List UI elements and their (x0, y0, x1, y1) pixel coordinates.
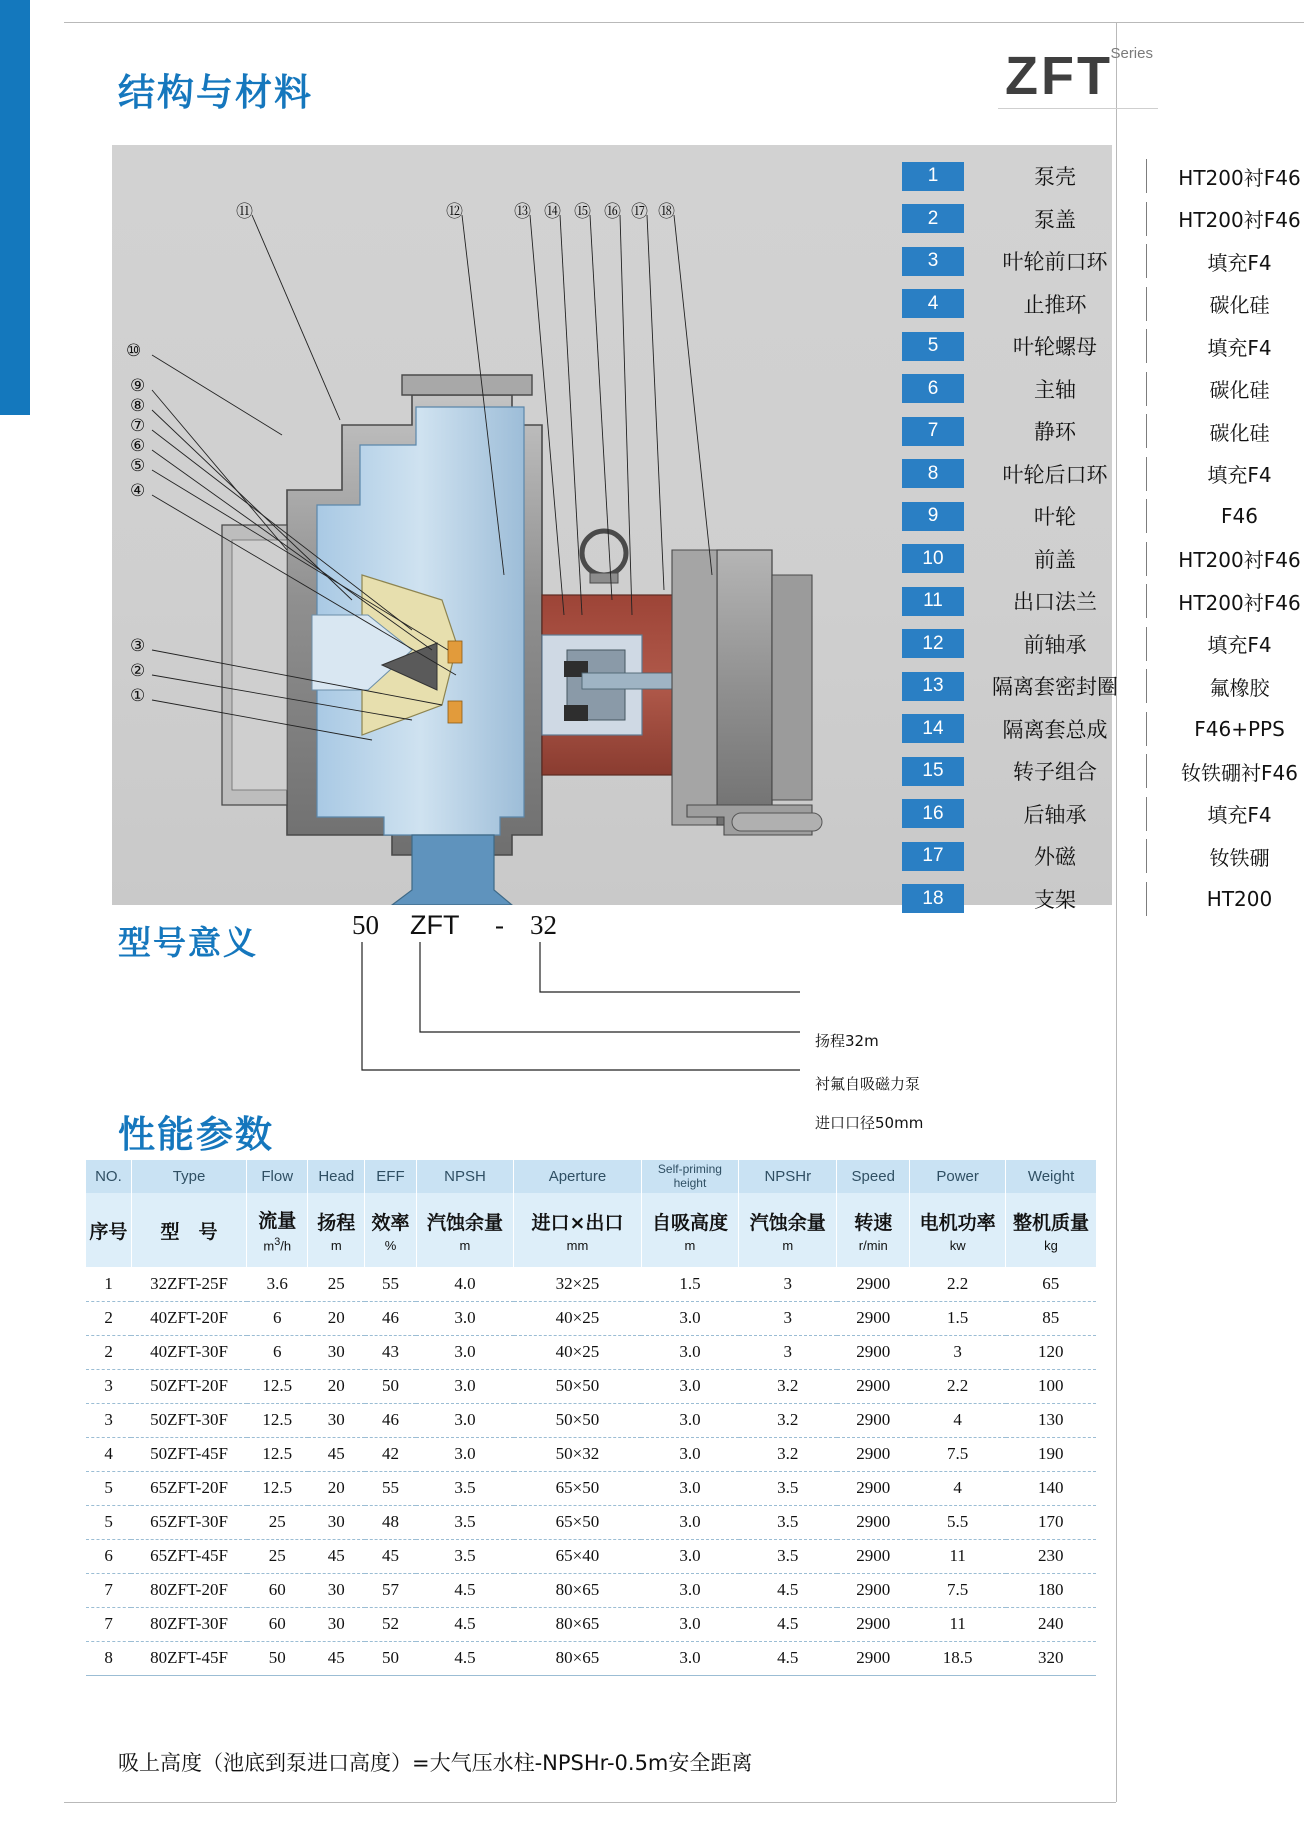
table-footnote: 吸上高度（池底到泵进口高度）=大气压水柱-NPSHr-0.5m安全距离 (118, 1751, 753, 1775)
cell-speed: 2900 (837, 1301, 910, 1335)
cell-npsh: 4.5 (416, 1641, 514, 1675)
cell-npshr: 3.2 (739, 1437, 837, 1471)
cell-weight: 170 (1006, 1505, 1096, 1539)
part-material: 填充F4 (1207, 335, 1272, 360)
table-row (86, 1539, 1096, 1573)
col-selfpriming-en: Self-priming height (641, 1160, 739, 1193)
part-number: 17 (902, 842, 964, 871)
part-name: 止推环 (1023, 292, 1087, 317)
cell-flow: 50 (247, 1641, 308, 1675)
part-row (902, 155, 1308, 198)
cell-type: 40ZFT-30F (131, 1335, 246, 1369)
cell-flow: 12.5 (247, 1403, 308, 1437)
cell-npshr: 3.5 (739, 1471, 837, 1505)
table-row (86, 1607, 1096, 1641)
cell-flow: 25 (247, 1539, 308, 1573)
cell-power: 7.5 (910, 1573, 1006, 1607)
cell-no: 3 (86, 1369, 131, 1403)
part-material: HT200衬F46 (1178, 590, 1301, 615)
col-weight-cn: 整机质量 kg (1006, 1193, 1096, 1267)
cell-eff: 42 (365, 1437, 416, 1471)
cell-head: 45 (308, 1641, 365, 1675)
cell-power: 5.5 (910, 1505, 1006, 1539)
col-aperture-cn: 进口×出口 mm (514, 1193, 641, 1267)
callout-6: ⑥ (130, 436, 146, 455)
cell-weight: 130 (1006, 1403, 1096, 1437)
left-accent-bar (0, 0, 30, 415)
logo-underline (998, 108, 1158, 109)
col-npshr-en: NPSHr (739, 1160, 837, 1193)
part-material: 碳化硅 (1209, 378, 1270, 403)
cell-selfpriming: 3.0 (641, 1505, 739, 1539)
cell-flow: 25 (247, 1505, 308, 1539)
model-note-head: 扬程32m (815, 1032, 879, 1050)
part-row (902, 495, 1308, 538)
cell-npshr: 4.5 (739, 1641, 837, 1675)
cell-no: 6 (86, 1539, 131, 1573)
part-name: 叶轮前口环 (1002, 250, 1108, 275)
col-power-en: Power (910, 1160, 1006, 1193)
part-number: 5 (902, 332, 964, 361)
model-leader-lines (330, 940, 1090, 1120)
cell-selfpriming: 3.0 (641, 1471, 739, 1505)
cell-speed: 2900 (837, 1267, 910, 1301)
callout-4: ④ (130, 481, 146, 500)
part-number: 14 (902, 714, 964, 743)
part-material: 碳化硅 (1209, 293, 1270, 318)
page-title-structure: 结构与材料 (118, 71, 313, 114)
model-note-size: 进口口径50mm (815, 1114, 924, 1132)
cell-weight: 240 (1006, 1607, 1096, 1641)
part-material: HT200衬F46 (1178, 165, 1301, 190)
col-head-cn: 扬程 m (308, 1193, 365, 1267)
cell-npshr: 3.5 (739, 1539, 837, 1573)
part-name: 叶轮后口环 (1002, 462, 1108, 487)
cell-npsh: 3.0 (416, 1301, 514, 1335)
cell-aperture: 32×25 (514, 1267, 641, 1301)
brand-series-label: Series (1110, 45, 1153, 62)
cell-speed: 2900 (837, 1539, 910, 1573)
cell-aperture: 80×65 (514, 1641, 641, 1675)
callout-7: ⑦ (130, 416, 146, 435)
part-number: 7 (902, 417, 964, 446)
part-name: 主轴 (1034, 377, 1076, 402)
part-number: 13 (902, 672, 964, 701)
cell-npsh: 4.5 (416, 1573, 514, 1607)
cell-aperture: 40×25 (514, 1335, 641, 1369)
table-row (86, 1267, 1096, 1301)
cell-no: 7 (86, 1573, 131, 1607)
cell-npshr: 4.5 (739, 1573, 837, 1607)
part-row (902, 453, 1308, 496)
part-row (902, 793, 1308, 836)
cell-power: 2.2 (910, 1369, 1006, 1403)
cell-power: 1.5 (910, 1301, 1006, 1335)
cell-speed: 2900 (837, 1335, 910, 1369)
part-number: 1 (902, 162, 964, 191)
part-row (902, 410, 1308, 453)
model-code-series: ZFT (410, 910, 460, 940)
part-row (902, 623, 1308, 666)
cell-selfpriming: 3.0 (641, 1369, 739, 1403)
cell-type: 50ZFT-45F (131, 1437, 246, 1471)
part-material: HT200 (1206, 886, 1273, 911)
part-row (902, 835, 1308, 878)
callout-14: ⑭ (544, 202, 561, 221)
part-row (902, 750, 1308, 793)
part-material: HT200衬F46 (1178, 208, 1301, 233)
col-speed-cn: 转速 r/min (837, 1193, 910, 1267)
part-number: 12 (902, 629, 964, 658)
cell-npshr: 3 (739, 1335, 837, 1369)
cell-npshr: 3.5 (739, 1505, 837, 1539)
part-name: 泵盖 (1034, 207, 1076, 232)
cell-type: 80ZFT-20F (131, 1573, 246, 1607)
col-aperture-en: Aperture (514, 1160, 641, 1193)
table-row (86, 1573, 1096, 1607)
cell-aperture: 65×50 (514, 1505, 641, 1539)
cell-no: 5 (86, 1505, 131, 1539)
table-row (86, 1301, 1096, 1335)
table-row (86, 1437, 1096, 1471)
cell-selfpriming: 3.0 (641, 1301, 739, 1335)
cell-type: 65ZFT-20F (131, 1471, 246, 1505)
cell-npsh: 3.5 (416, 1539, 514, 1573)
table-row (86, 1641, 1096, 1675)
cell-head: 20 (308, 1369, 365, 1403)
pump-cutaway-drawing (112, 145, 902, 905)
part-material: F46+PPS (1194, 716, 1285, 741)
cell-npsh: 3.0 (416, 1335, 514, 1369)
part-material: 填充F4 (1207, 803, 1272, 828)
page-title-performance: 性能参数 (118, 1113, 274, 1156)
cell-type: 65ZFT-30F (131, 1505, 246, 1539)
cell-type: 50ZFT-20F (131, 1369, 246, 1403)
frame-bottom (64, 1802, 1116, 1803)
cell-type: 80ZFT-30F (131, 1607, 246, 1641)
cell-aperture: 50×50 (514, 1403, 641, 1437)
cell-selfpriming: 3.0 (641, 1607, 739, 1641)
cell-no: 7 (86, 1607, 131, 1641)
part-number: 9 (902, 502, 964, 531)
cell-head: 30 (308, 1335, 365, 1369)
callout-10: ⑩ (126, 341, 142, 360)
cell-speed: 2900 (837, 1641, 910, 1675)
callout-18: ⑱ (658, 202, 675, 221)
part-material: 填充F4 (1207, 633, 1272, 658)
cell-flow: 12.5 (247, 1471, 308, 1505)
callout-13: ⑬ (514, 202, 531, 221)
model-code-size: 50 (352, 910, 379, 940)
cell-power: 4 (910, 1471, 1006, 1505)
performance-table (86, 1160, 1096, 1676)
parts-legend (902, 155, 1308, 920)
callout-8: ⑧ (130, 396, 146, 415)
cell-weight: 85 (1006, 1301, 1096, 1335)
cell-speed: 2900 (837, 1437, 910, 1471)
cell-eff: 46 (365, 1403, 416, 1437)
cell-head: 30 (308, 1403, 365, 1437)
page-title-model: 型号意义 (118, 923, 258, 962)
col-speed-en: Speed (837, 1160, 910, 1193)
cell-npshr: 3 (739, 1301, 837, 1335)
table-row (86, 1471, 1096, 1505)
table-row (86, 1505, 1096, 1539)
callout-15: ⑮ (574, 202, 591, 221)
part-number: 11 (902, 587, 964, 616)
part-row (902, 538, 1308, 581)
cell-npsh: 4.0 (416, 1267, 514, 1301)
cell-head: 45 (308, 1437, 365, 1471)
cell-npsh: 3.0 (416, 1369, 514, 1403)
model-code-dash: - (495, 910, 504, 940)
part-name: 叶轮 (1034, 505, 1076, 530)
col-selfpriming-cn: 自吸高度 m (641, 1193, 739, 1267)
part-name: 隔离套总成 (1002, 717, 1108, 742)
cell-aperture: 50×32 (514, 1437, 641, 1471)
cell-type: 50ZFT-30F (131, 1403, 246, 1437)
col-no-en: NO. (86, 1160, 131, 1193)
callout-12: ⑫ (446, 202, 463, 221)
cell-weight: 140 (1006, 1471, 1096, 1505)
part-name: 泵壳 (1034, 165, 1076, 190)
cell-no: 8 (86, 1641, 131, 1675)
cell-no: 3 (86, 1403, 131, 1437)
part-material: 钕铁硼衬F46 (1181, 760, 1298, 785)
cell-npshr: 4.5 (739, 1607, 837, 1641)
part-material: 碳化硅 (1209, 420, 1270, 445)
cell-selfpriming: 3.0 (641, 1335, 739, 1369)
cell-eff: 57 (365, 1573, 416, 1607)
cell-selfpriming: 3.0 (641, 1437, 739, 1471)
cell-no: 2 (86, 1301, 131, 1335)
page (30, 0, 1308, 1845)
cell-head: 20 (308, 1301, 365, 1335)
cell-no: 4 (86, 1437, 131, 1471)
cell-head: 30 (308, 1573, 365, 1607)
col-npshr-cn: 汽蚀余量 m (739, 1193, 837, 1267)
cell-selfpriming: 3.0 (641, 1403, 739, 1437)
table-row (86, 1403, 1096, 1437)
col-npsh-en: NPSH (416, 1160, 514, 1193)
part-name: 转子组合 (1013, 760, 1097, 785)
cell-npsh: 3.5 (416, 1505, 514, 1539)
part-name: 前盖 (1034, 547, 1076, 572)
cell-aperture: 65×50 (514, 1471, 641, 1505)
cell-selfpriming: 1.5 (641, 1267, 739, 1301)
cell-weight: 230 (1006, 1539, 1096, 1573)
cell-weight: 190 (1006, 1437, 1096, 1471)
table-header-cn (86, 1193, 1096, 1267)
part-material: 氟橡胶 (1209, 675, 1270, 700)
cell-speed: 2900 (837, 1369, 910, 1403)
cell-weight: 100 (1006, 1369, 1096, 1403)
cell-power: 7.5 (910, 1437, 1006, 1471)
cell-power: 11 (910, 1539, 1006, 1573)
cell-aperture: 40×25 (514, 1301, 641, 1335)
cell-npsh: 4.5 (416, 1607, 514, 1641)
cell-eff: 45 (365, 1539, 416, 1573)
cell-head: 30 (308, 1607, 365, 1641)
table-header-en (86, 1160, 1096, 1193)
left-white-bar (0, 415, 30, 1845)
col-eff-en: EFF (365, 1160, 416, 1193)
cell-speed: 2900 (837, 1573, 910, 1607)
cell-flow: 6 (247, 1301, 308, 1335)
cell-speed: 2900 (837, 1505, 910, 1539)
frame-top (64, 22, 1304, 23)
cell-flow: 3.6 (247, 1267, 308, 1301)
part-name: 前轴承 (1023, 632, 1087, 657)
cell-weight: 65 (1006, 1267, 1096, 1301)
cell-type: 40ZFT-20F (131, 1301, 246, 1335)
cell-eff: 50 (365, 1641, 416, 1675)
part-number: 15 (902, 757, 964, 786)
cell-eff: 43 (365, 1335, 416, 1369)
cell-type: 32ZFT-25F (131, 1267, 246, 1301)
cell-eff: 52 (365, 1607, 416, 1641)
col-type-cn: 型 号 (131, 1193, 246, 1267)
cell-npshr: 3 (739, 1267, 837, 1301)
part-row (902, 708, 1308, 751)
cell-power: 4 (910, 1403, 1006, 1437)
part-name: 外磁 (1034, 845, 1076, 870)
cell-selfpriming: 3.0 (641, 1573, 739, 1607)
callout-3: ③ (130, 636, 146, 655)
cell-flow: 6 (247, 1335, 308, 1369)
cell-head: 20 (308, 1471, 365, 1505)
cell-aperture: 65×40 (514, 1539, 641, 1573)
cell-type: 80ZFT-45F (131, 1641, 246, 1675)
cell-head: 25 (308, 1267, 365, 1301)
cell-type: 65ZFT-45F (131, 1539, 246, 1573)
performance-table-body (86, 1267, 1096, 1675)
col-flow-en: Flow (247, 1160, 308, 1193)
model-meaning-block (330, 900, 1090, 1132)
cell-eff: 55 (365, 1267, 416, 1301)
cell-flow: 12.5 (247, 1437, 308, 1471)
part-row (902, 665, 1308, 708)
col-head-en: Head (308, 1160, 365, 1193)
cell-speed: 2900 (837, 1471, 910, 1505)
cell-weight: 120 (1006, 1335, 1096, 1369)
cell-power: 3 (910, 1335, 1006, 1369)
cell-eff: 55 (365, 1471, 416, 1505)
cell-npsh: 3.5 (416, 1471, 514, 1505)
cell-eff: 48 (365, 1505, 416, 1539)
part-number: 2 (902, 204, 964, 233)
cell-no: 1 (86, 1267, 131, 1301)
cell-speed: 2900 (837, 1607, 910, 1641)
cell-eff: 46 (365, 1301, 416, 1335)
callout-5: ⑤ (130, 456, 146, 475)
part-name: 支架 (1034, 887, 1076, 912)
cell-weight: 320 (1006, 1641, 1096, 1675)
cell-flow: 60 (247, 1607, 308, 1641)
part-number: 4 (902, 289, 964, 318)
callout-2: ② (130, 661, 146, 680)
part-row (902, 325, 1308, 368)
cell-aperture: 80×65 (514, 1573, 641, 1607)
cell-aperture: 80×65 (514, 1607, 641, 1641)
part-material: 钕铁硼 (1209, 845, 1270, 870)
cell-power: 18.5 (910, 1641, 1006, 1675)
col-weight-en: Weight (1006, 1160, 1096, 1193)
part-row (902, 580, 1308, 623)
cell-flow: 60 (247, 1573, 308, 1607)
col-type-en: Type (131, 1160, 246, 1193)
cell-npshr: 3.2 (739, 1369, 837, 1403)
col-eff-cn: 效率 % (365, 1193, 416, 1267)
table-row (86, 1335, 1096, 1369)
cell-npsh: 3.0 (416, 1437, 514, 1471)
cell-eff: 50 (365, 1369, 416, 1403)
part-row (902, 283, 1308, 326)
cell-selfpriming: 3.0 (641, 1539, 739, 1573)
table-row (86, 1369, 1096, 1403)
part-name: 静环 (1034, 420, 1076, 445)
callout-17: ⑰ (631, 202, 648, 221)
cell-flow: 12.5 (247, 1369, 308, 1403)
callout-1: ① (130, 686, 146, 705)
model-code-head: 32 (530, 910, 557, 940)
cell-npshr: 3.2 (739, 1403, 837, 1437)
cell-no: 5 (86, 1471, 131, 1505)
cell-weight: 180 (1006, 1573, 1096, 1607)
part-material: F46 (1221, 504, 1258, 529)
part-row (902, 198, 1308, 241)
part-material: HT200衬F46 (1178, 548, 1301, 573)
part-row (902, 368, 1308, 411)
cell-power: 11 (910, 1607, 1006, 1641)
col-power-cn: 电机功率 kw (910, 1193, 1006, 1267)
part-material: 填充F4 (1207, 463, 1272, 488)
part-number: 6 (902, 374, 964, 403)
model-note-series: 衬氟自吸磁力泵 (815, 1075, 921, 1093)
part-number: 16 (902, 799, 964, 828)
col-no-cn: 序号 (86, 1193, 131, 1267)
col-npsh-cn: 汽蚀余量 m (416, 1193, 514, 1267)
cell-selfpriming: 3.0 (641, 1641, 739, 1675)
brand-logo: ZFT (1005, 46, 1113, 106)
part-name: 后轴承 (1023, 802, 1087, 827)
part-number: 3 (902, 247, 964, 276)
part-row (902, 240, 1308, 283)
callout-16: ⑯ (604, 202, 621, 221)
cell-power: 2.2 (910, 1267, 1006, 1301)
part-material: 填充F4 (1207, 250, 1272, 275)
cell-npsh: 3.0 (416, 1403, 514, 1437)
part-name: 叶轮螺母 (1013, 335, 1097, 360)
cell-head: 30 (308, 1505, 365, 1539)
cell-speed: 2900 (837, 1403, 910, 1437)
cell-no: 2 (86, 1335, 131, 1369)
part-number: 8 (902, 459, 964, 488)
cell-head: 45 (308, 1539, 365, 1573)
part-number: 10 (902, 544, 964, 573)
part-name: 出口法兰 (1013, 590, 1097, 615)
part-name: 隔离套密封圈 (992, 675, 1118, 700)
callout-11: ⑪ (236, 202, 253, 221)
cell-aperture: 50×50 (514, 1369, 641, 1403)
structure-diagram-panel (112, 145, 1301, 912)
callout-9: ⑨ (130, 376, 146, 395)
part-number: 18 (902, 884, 964, 913)
col-flow-cn: 流量 $m^3/h$ (247, 1193, 308, 1267)
